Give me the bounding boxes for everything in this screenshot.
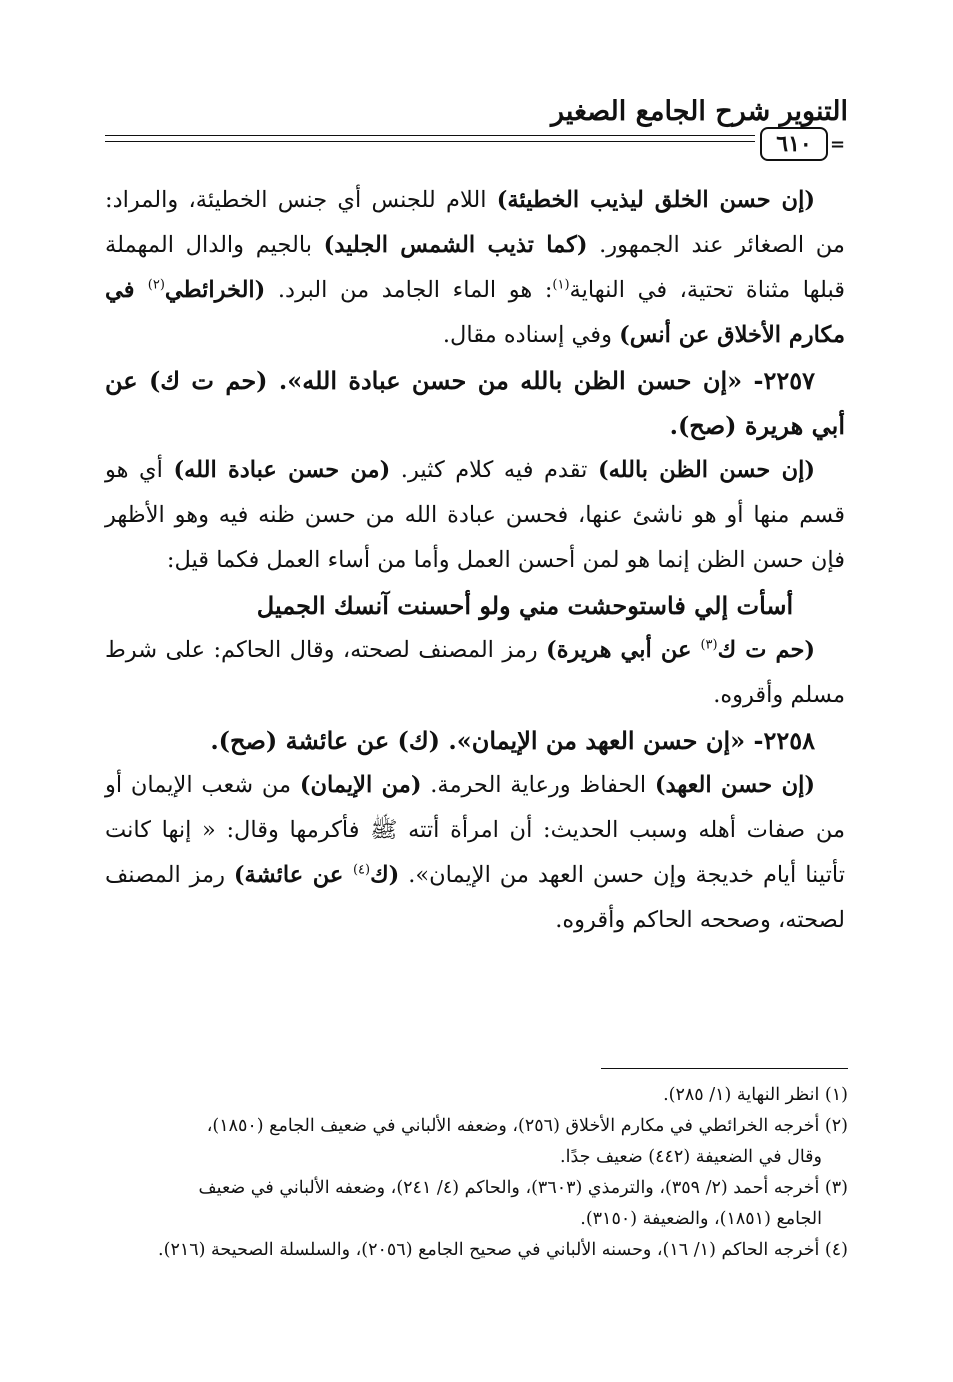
- text-run: أي هو قسم منها أو هو ناشئ عنها، فحسن عبادة الله من حسن ظنه فيه وهو الأظهر فإن حسن الظن إنما هو لمن أحسن العمل وأما من أساء العمل فكما قيل:: [105, 457, 845, 573]
- bold-phrase: في مكارم الأخلاق عن أنس): [105, 277, 845, 348]
- text-run: الحفاظ ورعاية الحرمة.: [421, 772, 655, 798]
- paragraph-3: [105, 628, 845, 718]
- bold-phrase: (من الإيمان): [299, 772, 422, 798]
- text-run: بالجيم والدال المهملة قبلها مثناة تحتية، في النهاية: [105, 232, 845, 303]
- page-number: ٦١٠: [760, 127, 828, 161]
- footnote-1: (١) انظر النهاية (١/ ٢٨٥).: [663, 1085, 848, 1105]
- bold-phrase: عن عائشة): [233, 862, 353, 888]
- paragraph-1: [105, 178, 845, 358]
- running-title: التنوير شرح الجامع الصغير: [551, 96, 848, 127]
- paragraph-2: [105, 448, 845, 583]
- text-run: رمز المصنف لصحته، وقال الحاكم: على شرط مسلم وأقروه.: [105, 637, 845, 708]
- footnote-separator: [601, 1068, 848, 1069]
- bold-phrase: (إن حسن العهد): [654, 772, 816, 798]
- bold-phrase: (إن حسن الخلق ليذيب الخطيئة): [496, 187, 815, 213]
- text-run: تقدم فيه كلام كثير.: [390, 457, 598, 483]
- text-run: وفي إسناده مقال.: [442, 322, 620, 348]
- text-run: اللام للجنس أي جنس الخطيئة، والمراد: من الصغائر عند الجمهور.: [105, 187, 845, 258]
- bold-phrase: (ك: [370, 862, 400, 888]
- footnote-2-continued: وقال في الضعيفة (٤٤٢) ضعيف جدًا.: [560, 1147, 822, 1167]
- footnote-3: (٣) أخرجه أحمد (٢/ ٣٥٩)، والترمذي (٣٦٠٣)، والحاكم (٤/ ٢٤١)، وضعفه الألباني في ضعيف: [198, 1178, 848, 1198]
- footnote-ref: (٢): [147, 277, 165, 293]
- footnote-ref: (٣): [700, 637, 718, 653]
- hadith-2258: ٢٢٥٨- «إن حسن العهد من الإيمان». (ك) عن عائشة (صح).: [210, 726, 815, 755]
- bold-phrase: (حم ت ك: [717, 637, 816, 663]
- bold-phrase: عن أبي هريرة): [546, 637, 701, 663]
- hadith-2257: ٢٢٥٧- «إن حسن الظن بالله من حسن عبادة الله». (حم ت ك) عن أبي هريرة (صح).: [105, 366, 845, 440]
- text-run: من شعب الإيمان أو من صفات أهله وسبب الحديث: أن امرأة أتته ﷺ فأكرمها وقال: « إنها كانت تأتينا أيام خديجة وإن حسن العهد من الإيمان».: [105, 772, 846, 888]
- paragraph-4: [105, 763, 845, 943]
- header-double-rule: [105, 133, 755, 146]
- footnote-3-continued: الجامع (١٨٥١)، والضعيفة (٣١٥٠).: [580, 1209, 822, 1229]
- footnote-ref: (١): [552, 277, 570, 293]
- poem-verse: أسأت إلي فاستوحشت مني ولو أحسنت آنسك الجميل: [256, 591, 794, 620]
- bold-phrase: (كما تذيب الشمس الجليد): [323, 232, 588, 258]
- main-text: [105, 178, 845, 943]
- text-run: رمز المصنف لصحته، وصححه الحاكم وأقروه.: [105, 862, 845, 933]
- footnotes: [108, 1080, 848, 1266]
- bold-phrase: (إن حسن الظن بالله): [597, 457, 815, 483]
- bold-phrase: (من حسن عبادة الله): [173, 457, 391, 483]
- bold-phrase: (الخرائطي: [164, 277, 266, 303]
- text-run: : هو الماء الجامد من البرد.: [265, 277, 553, 303]
- footnote-ref: (٤): [352, 862, 371, 878]
- footnote-2: (٢) أخرجه الخرائطي في مكارم الأخلاق (٢٥٦)، وضعفه الألباني في ضعيف الجامع (١٨٥٠)،: [206, 1116, 848, 1136]
- page-number-tick: =: [830, 134, 846, 155]
- footnote-4: (٤) أخرجه الحاكم (١/ ١٦)، وحسنه الألباني في صحيح الجامع (٢٠٥٦)، والسلسلة الصحيحة (٢١٦).: [158, 1240, 848, 1260]
